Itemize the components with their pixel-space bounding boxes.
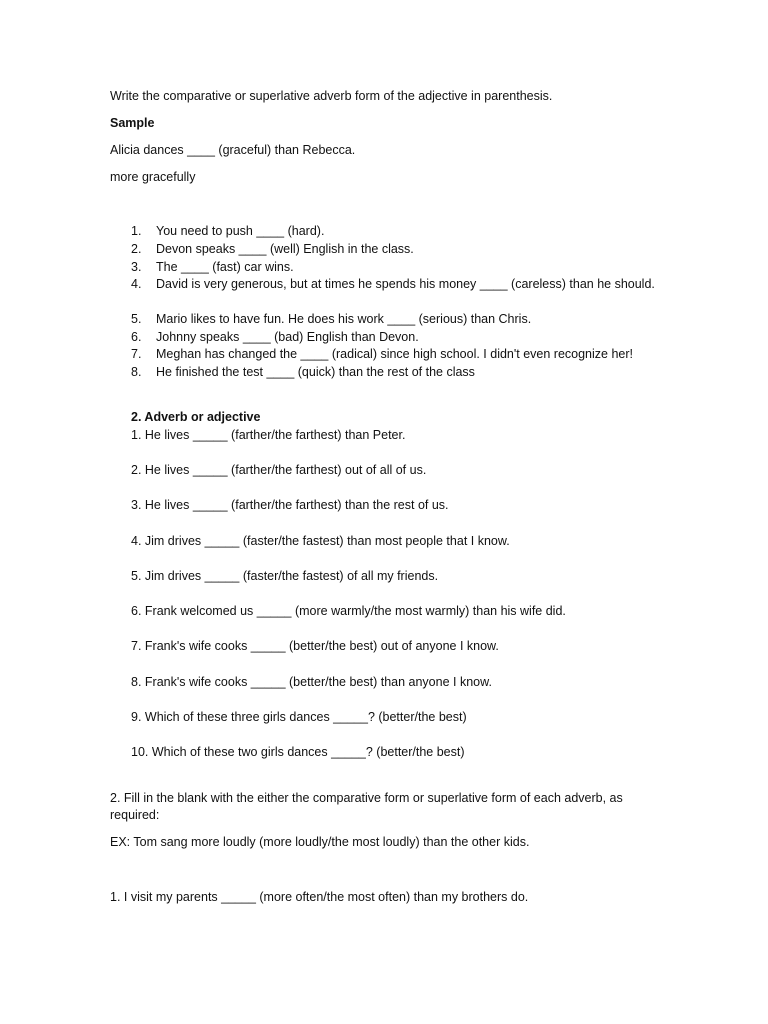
item-text: David is very generous, but at times he spends his money ____ (careless) than he should. <box>156 277 655 291</box>
list-item: 9. Which of these three girls dances _____? (better/the best) <box>131 710 467 724</box>
item-text: Devon speaks ____ (well) English in the class. <box>156 242 414 256</box>
item-number: 5. <box>131 312 142 326</box>
sample-heading: Sample <box>110 116 155 130</box>
item-text: Meghan has changed the ____ (radical) since high school. I didn't even recognize her! <box>156 347 633 361</box>
item-number: 1. <box>131 224 142 238</box>
section3-heading-line2: required: <box>110 808 160 822</box>
item-number: 2. <box>131 242 142 256</box>
item-number: 3. <box>131 260 142 274</box>
sample-sentence: Alicia dances ____ (graceful) than Rebecca. <box>110 143 356 157</box>
list-item: 4. Jim drives _____ (faster/the fastest) than most people that I know. <box>131 534 510 548</box>
section3-heading-line1: 2. Fill in the blank with the either the comparative form or superlative form of each adverb, as <box>110 791 623 805</box>
item-number: 7. <box>131 347 142 361</box>
sample-answer: more gracefully <box>110 170 196 184</box>
list-item: 1. I visit my parents _____ (more often/the most often) than my brothers do. <box>110 890 529 904</box>
item-text: The ____ (fast) car wins. <box>156 260 294 274</box>
section3-example: EX: Tom sang more loudly (more loudly/the most loudly) than the other kids. <box>110 835 530 849</box>
instructions: Write the comparative or superlative adverb form of the adjective in parenthesis. <box>110 89 553 103</box>
item-text: He finished the test ____ (quick) than the rest of the class <box>156 365 475 379</box>
list-item: 3. He lives _____ (farther/the farthest) than the rest of us. <box>131 498 449 512</box>
list-item: 2. He lives _____ (farther/the farthest) out of all of us. <box>131 463 427 477</box>
list-item: 8. Frank's wife cooks _____ (better/the best) than anyone I know. <box>131 675 492 689</box>
list-item: 1. He lives _____ (farther/the farthest) than Peter. <box>131 428 406 442</box>
item-number: 6. <box>131 330 142 344</box>
item-text: Mario likes to have fun. He does his work ____ (serious) than Chris. <box>156 312 532 326</box>
item-text: Johnny speaks ____ (bad) English than Devon. <box>156 330 419 344</box>
item-text: You need to push ____ (hard). <box>156 224 325 238</box>
list-item: 5. Jim drives _____ (faster/the fastest) of all my friends. <box>131 569 439 583</box>
item-number: 8. <box>131 365 142 379</box>
item-number: 4. <box>131 277 142 291</box>
list-item: 6. Frank welcomed us _____ (more warmly/the most warmly) than his wife did. <box>131 604 566 618</box>
list-item: 10. Which of these two girls dances _____? (better/the best) <box>131 745 465 759</box>
list-item: 7. Frank's wife cooks _____ (better/the best) out of anyone I know. <box>131 639 499 653</box>
section2-heading: 2. Adverb or adjective <box>131 410 261 424</box>
